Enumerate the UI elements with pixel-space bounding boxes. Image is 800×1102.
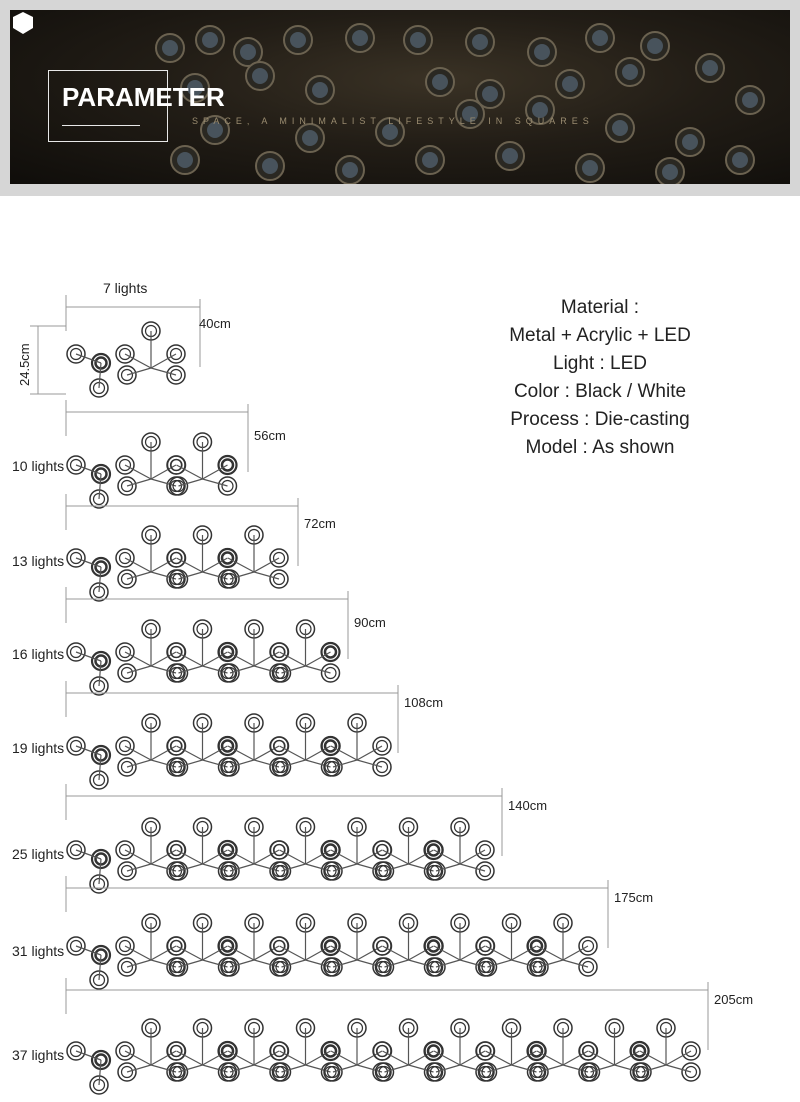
- lamp-model: [12, 400, 286, 508]
- width-label: 90cm: [354, 615, 386, 630]
- lamp-arm: [460, 1051, 485, 1065]
- lamp-arm: [254, 652, 279, 666]
- hexagon-icon: [10, 10, 36, 36]
- spec-process: Process : Die-casting: [510, 409, 690, 430]
- lamp-model: [12, 681, 443, 789]
- lights-label: 13 lights: [12, 553, 65, 569]
- lights-label: 25 lights: [12, 846, 65, 862]
- lamp-model: [12, 784, 547, 893]
- banner-light-dot: [732, 152, 748, 168]
- width-label: 56cm: [254, 428, 286, 443]
- banner-tagline: SPACE, A MINIMALIST LIFESTYLE IN SQUARES: [192, 116, 594, 126]
- width-label: 205cm: [714, 992, 754, 1007]
- spec-model: Model : As shown: [525, 437, 675, 458]
- banner-light-dot: [622, 64, 638, 80]
- banner-light-dot: [482, 86, 498, 102]
- height-label: 24.5cm: [17, 343, 32, 386]
- banner-light-dot: [177, 152, 193, 168]
- banner-light-dot: [647, 38, 663, 54]
- lamp-arm: [357, 850, 382, 864]
- lamp-arm: [357, 946, 382, 960]
- lamp-arm: [563, 946, 588, 960]
- lights-label: 7 lights: [103, 280, 148, 296]
- banner-light-dot: [534, 44, 550, 60]
- lamp-model: [17, 280, 231, 397]
- lamp-arm: [99, 859, 101, 884]
- lights-label: 10 lights: [12, 458, 65, 474]
- lamp-arm: [460, 850, 485, 864]
- banner-light-dot: [240, 44, 256, 60]
- banner-light-dot: [502, 148, 518, 164]
- spec-light: Light : LED: [553, 353, 647, 374]
- lamp-arm: [357, 1051, 382, 1065]
- title-underline: [62, 125, 140, 126]
- banner-light-dot: [290, 32, 306, 48]
- lamp-model: [12, 494, 336, 601]
- lamp-arm: [563, 1051, 588, 1065]
- lamp-arm: [151, 946, 176, 960]
- banner-light-dot: [582, 160, 598, 176]
- lamp-arm: [151, 850, 176, 864]
- lamp-arm: [254, 946, 279, 960]
- lamp-arm: [151, 558, 176, 572]
- banner-light-dot: [682, 134, 698, 150]
- lamp-model: [12, 978, 753, 1094]
- lamp-arm: [151, 746, 176, 760]
- spec-material-heading: Material :: [560, 297, 640, 318]
- lamp-model: [12, 587, 386, 695]
- lamp-arm: [254, 746, 279, 760]
- banner-light-dot: [742, 92, 758, 108]
- banner-light-dot: [352, 30, 368, 46]
- width-label: 108cm: [404, 695, 444, 710]
- lamp-arm: [254, 1051, 279, 1065]
- lights-label: 19 lights: [12, 740, 65, 756]
- lights-label: 37 lights: [12, 1047, 65, 1063]
- spec-material-value: Metal + Acrylic + LED: [509, 325, 691, 346]
- banner-light-dot: [592, 30, 608, 46]
- width-label: 40cm: [199, 316, 231, 331]
- banner-light-dot: [472, 34, 488, 50]
- banner-light-dot: [422, 152, 438, 168]
- banner-light-dot: [410, 32, 426, 48]
- banner-light-dot: [382, 124, 398, 140]
- banner-light-dot: [432, 74, 448, 90]
- lamp-model: [12, 876, 653, 989]
- lamp-arm: [254, 558, 279, 572]
- lamp-arm: [460, 946, 485, 960]
- lamp-arm: [151, 1051, 176, 1065]
- lamp-arm: [99, 755, 101, 780]
- banner-light-dot: [562, 76, 578, 92]
- banner-light-dot: [162, 40, 178, 56]
- banner-light-dot: [612, 120, 628, 136]
- banner-light-dot: [262, 158, 278, 174]
- lamp-arm: [151, 354, 176, 368]
- spec-color: Color : Black / White: [513, 381, 687, 402]
- lamp-arm: [99, 567, 101, 592]
- spec-list: [480, 294, 720, 462]
- lights-label: 31 lights: [12, 943, 65, 959]
- lamp-arm: [151, 465, 176, 479]
- banner-light-dot: [342, 162, 358, 178]
- lamp-arm: [254, 850, 279, 864]
- lamp-arm: [99, 363, 101, 388]
- banner-image: [10, 10, 790, 184]
- banner-light-dot: [202, 32, 218, 48]
- lamp-arm: [99, 474, 101, 499]
- lamp-arm: [666, 1051, 691, 1065]
- width-label: 72cm: [304, 516, 336, 531]
- lights-label: 16 lights: [12, 646, 65, 662]
- page-title: PARAMETER: [62, 82, 225, 112]
- banner-light-dot: [312, 82, 328, 98]
- lamp-arm: [151, 652, 176, 666]
- lamp-arm: [99, 955, 101, 980]
- banner-light-dot: [302, 130, 318, 146]
- banner-frame: [0, 0, 800, 196]
- width-label: 175cm: [614, 890, 654, 905]
- banner-light-dot: [662, 164, 678, 180]
- width-label: 140cm: [508, 798, 548, 813]
- banner-light-dot: [252, 68, 268, 84]
- lamp-arm: [357, 746, 382, 760]
- banner-light-dot: [702, 60, 718, 76]
- lamp-arm: [99, 661, 101, 686]
- lamp-arm: [99, 1060, 101, 1085]
